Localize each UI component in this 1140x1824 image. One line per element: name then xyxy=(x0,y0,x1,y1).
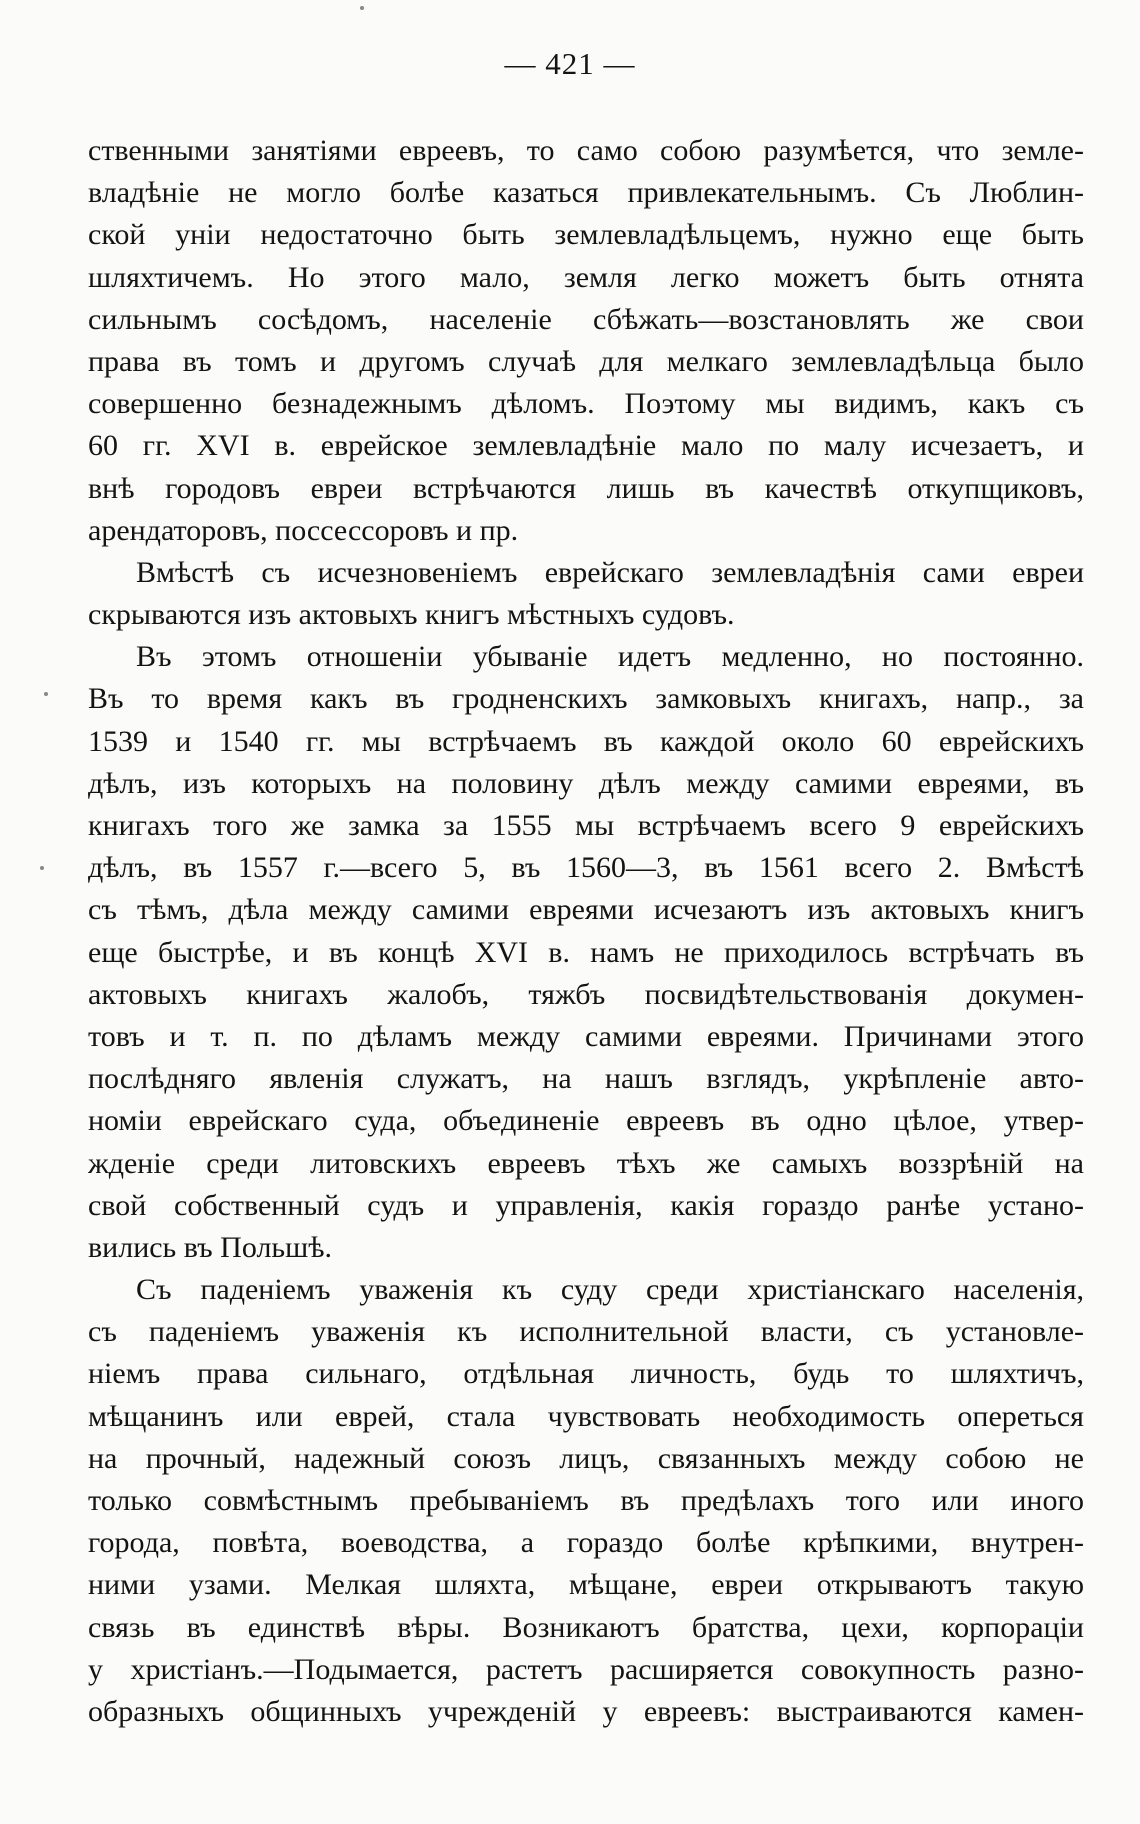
text-line: вились въ Польшѣ. xyxy=(88,1230,332,1264)
text-line: Съ паденіемъ уваженія къ суду среди христіанскаго населенія, xyxy=(136,1273,1084,1307)
text-line: послѣдняго явленія служатъ, на нашъ взглядъ, укрѣпленіе авто- xyxy=(88,1062,1084,1096)
text-line: на прочный, надежный союзъ лицъ, связанныхъ между собою не xyxy=(88,1441,1084,1475)
text-line: образныхъ общинныхъ учрежденій у евреевъ: выстраиваются камен- xyxy=(88,1694,1084,1728)
text-line: Въ то время какъ въ гродненскихъ замковыхъ книгахъ, напр., за xyxy=(88,682,1084,716)
text-line: только совмѣстнымъ пребываніемъ въ предѣлахъ того или иного xyxy=(88,1484,1084,1517)
text-line: еще быстрѣе, и въ концѣ XVI в. намъ не приходилось встрѣчать въ xyxy=(88,935,1084,969)
scan-speck xyxy=(44,692,48,696)
text-line: съ тѣмъ, дѣла между самими евреями исчезаютъ изъ актовыхъ книгъ xyxy=(88,893,1084,927)
paragraph-1 xyxy=(88,130,1084,552)
text-line: ской уніи недостаточно быть землевладѣльцемъ, нужно еще быть xyxy=(88,218,1084,252)
paragraph-3 xyxy=(88,636,1084,1269)
text-line: актовыхъ книгахъ жалобъ, тяжбъ посвидѣтельствованія докумен- xyxy=(88,977,1084,1011)
text-line: ніемъ права сильнаго, отдѣльная личность, будь то шляхтичъ, xyxy=(88,1357,1084,1391)
text-line: права въ томъ и другомъ случаѣ для мелкаго землевладѣльца было xyxy=(88,344,1084,378)
text-line: Вмѣстѣ съ исчезновеніемъ еврейскаго землевладѣнія сами евреи xyxy=(136,555,1084,589)
text-line: внѣ городовъ евреи встрѣчаются лишь въ качествѣ откупщиковъ, xyxy=(88,471,1084,505)
text-line: ственными занятіями евреевъ, то само собою разумѣется, что земле- xyxy=(88,134,1084,167)
text-line: съ паденіемъ уваженія къ исполнительной власти, съ установле- xyxy=(88,1315,1084,1349)
text-line: города, повѣта, воеводства, а гораздо болѣе крѣпкими, внутрен- xyxy=(88,1526,1084,1560)
page-number: — 421 — xyxy=(504,46,636,81)
text-line: 60 гг. XVI в. еврейское землевладѣніе мало по малу исчезаетъ, и xyxy=(88,429,1084,463)
text-line: совершенно безнадежнымъ дѣломъ. Поэтому мы видимъ, какъ съ xyxy=(88,387,1084,421)
body-text xyxy=(88,130,1084,1733)
text-line: дѣлъ, въ 1557 г.—всего 5, въ 1560—3, въ 1561 всего 2. Вмѣстѣ xyxy=(88,851,1084,885)
text-line: владѣніе не могло болѣе казаться привлекательнымъ. Съ Люблин- xyxy=(88,176,1084,210)
text-line: арендаторовъ, поссессоровъ и пр. xyxy=(88,513,519,547)
text-line: шляхтичемъ. Но этого мало, земля легко можетъ быть отнята xyxy=(88,260,1084,294)
text-line: книгахъ того же замка за 1555 мы встрѣчаемъ всего 9 еврейскихъ xyxy=(88,809,1084,842)
text-line: скрываются изъ актовыхъ книгъ мѣстныхъ судовъ. xyxy=(88,598,735,632)
text-line: Въ этомъ отношеніи убываніе идетъ медленно, но постоянно. xyxy=(136,640,1084,674)
text-line: товъ и т. п. по дѣламъ между самими евреями. Причинами этого xyxy=(88,1019,1084,1053)
text-line: дѣлъ, изъ которыхъ на половину дѣлъ между самими евреями, въ xyxy=(88,766,1084,800)
text-line: ними узами. Мелкая шляхта, мѣщане, евреи открываютъ такую xyxy=(88,1568,1084,1602)
text-line: мѣщанинъ или еврей, стала чувствовать необходимость опереться xyxy=(88,1399,1084,1433)
text-line: 1539 и 1540 гг. мы встрѣчаемъ въ каждой около 60 еврейскихъ xyxy=(88,724,1084,758)
text-line: свой собственный судъ и управленія, какія гораздо ранѣе устано- xyxy=(88,1188,1084,1222)
text-line: номіи еврейскаго суда, объединеніе евреевъ въ одно цѣлое, утвер- xyxy=(88,1104,1084,1138)
paragraph-4 xyxy=(88,1269,1084,1733)
scan-speck xyxy=(40,866,44,870)
text-line: сильнымъ сосѣдомъ, населеніе сбѣжать—возстановлять же свои xyxy=(88,302,1084,336)
text-line: связь въ единствѣ вѣры. Возникаютъ братства, цехи, корпораціи xyxy=(88,1610,1084,1644)
scan-speck xyxy=(360,6,364,10)
text-line: жденіе среди литовскихъ евреевъ тѣхъ же самыхъ воззрѣній на xyxy=(88,1146,1084,1180)
text-line: у христіанъ.—Подымается, растетъ расширяется совокупность разно- xyxy=(88,1652,1084,1686)
paragraph-2 xyxy=(88,552,1084,636)
